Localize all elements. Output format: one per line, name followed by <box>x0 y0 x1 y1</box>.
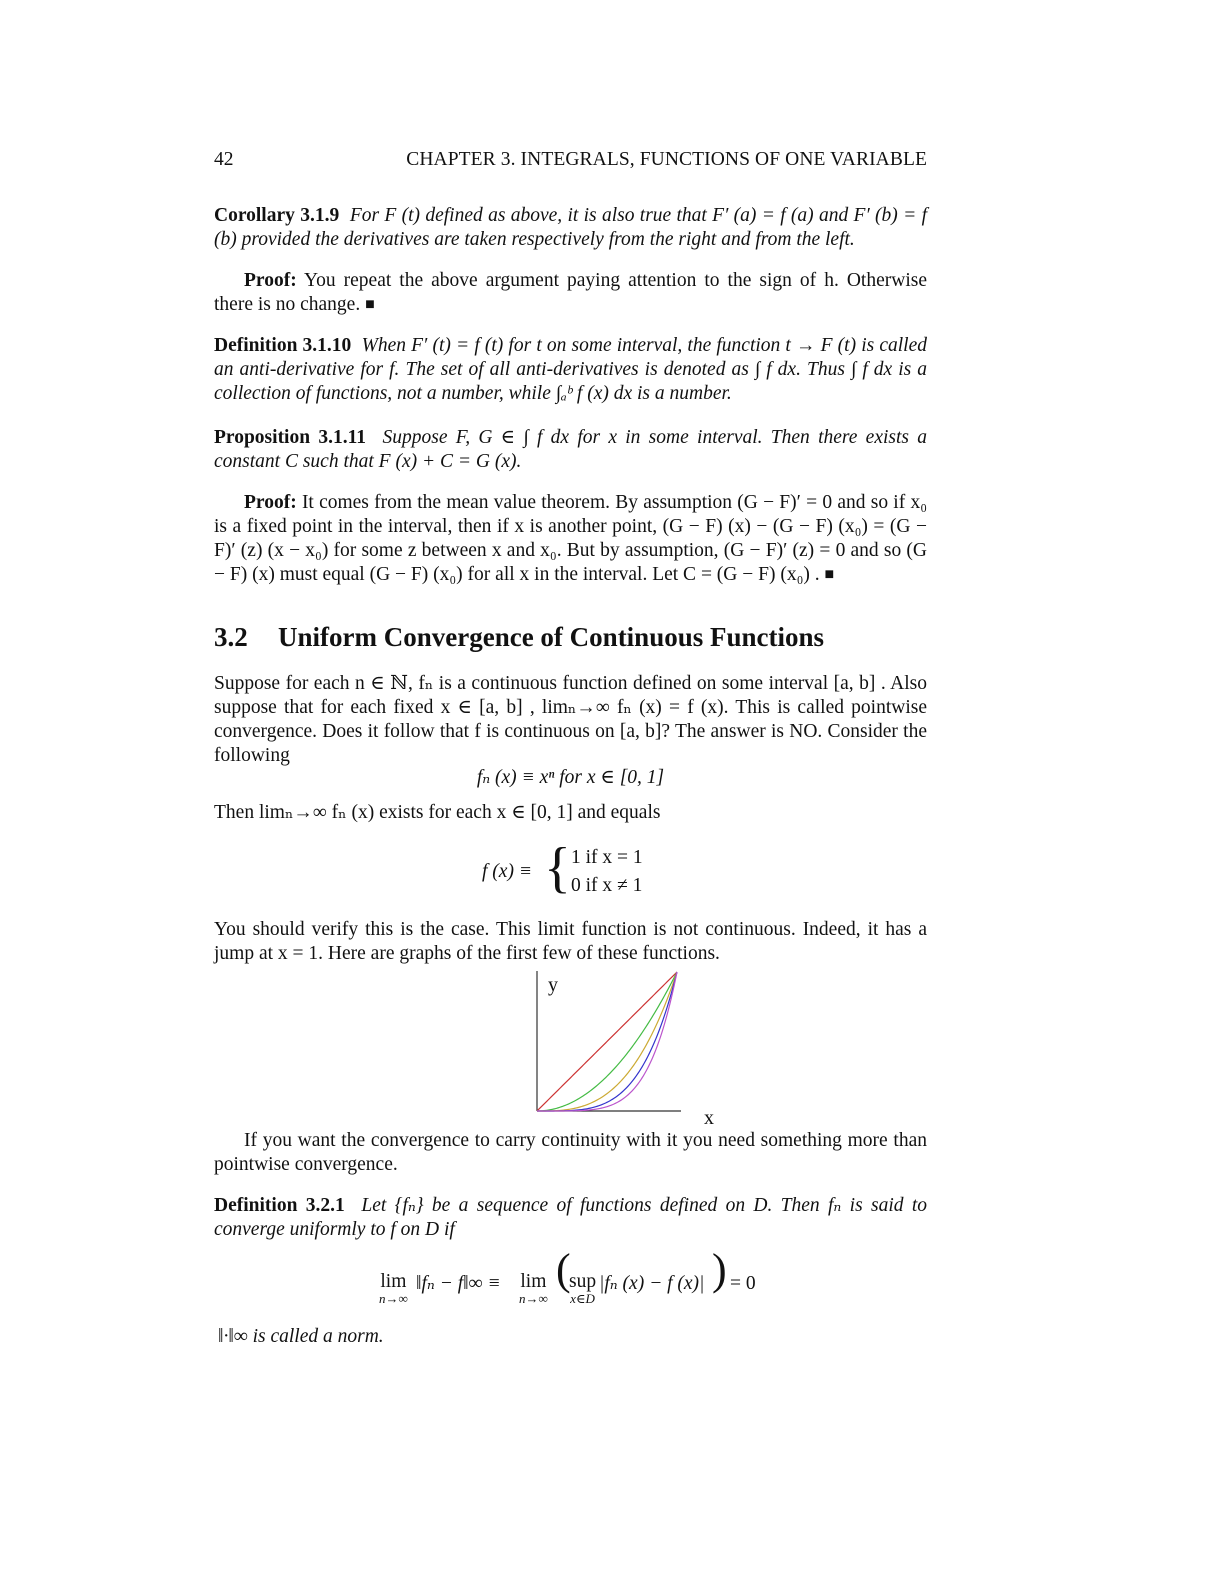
definition-text: Let {fₙ} be a sequence of functions defined on D. Then fₙ is said to converge uniformly to f on D if <box>214 1195 928 1240</box>
proof-label: Proof: <box>244 492 297 513</box>
norm-note <box>218 1325 918 1349</box>
sup-expression: |fₙ (x) − f (x)| <box>599 1273 705 1294</box>
lim-subscript: n→∞ <box>379 1291 408 1306</box>
section-title: Uniform Convergence of Continuous Functions <box>278 622 825 652</box>
section-number: 3.2 <box>214 622 248 652</box>
paragraph-text: Suppose for each n ∈ ℕ, fₙ is a continuous function defined on some interval [a, b] . Also suppose that for each fixed x ∈ [a, b] , limₙ→∞ fₙ (x) = f (x). This is called pointwise convergence. Does it follow that f is continuous on [a, b]? The answer is NO. Consider the following <box>214 673 927 766</box>
qed-square-icon: ■ <box>365 296 375 313</box>
piecewise-case-1: 1 if x = 1 <box>571 847 643 868</box>
left-paren-icon: ( <box>556 1245 571 1294</box>
definition-label: Definition 3.2.1 <box>214 1195 345 1216</box>
paragraph-text: You should verify this is the case. This limit function is not continuous. Indeed, it has a jump at x = 1. Here are graphs of the first few of these functions. <box>214 919 927 964</box>
equation-piecewise <box>482 837 682 902</box>
power-functions-chart <box>524 968 724 1128</box>
equation-uniform-norm <box>379 1245 799 1312</box>
definition-block-2 <box>214 1194 927 1242</box>
proposition-label: Proposition 3.1.11 <box>214 427 367 448</box>
right-paren-icon: ) <box>712 1245 727 1294</box>
proposition-text: Suppose F, G ∈ ∫ f dx for x in some interval. Then there exists a constant C such that F (x) + C = G (x). <box>214 427 928 472</box>
sup-subscript: x∈D <box>570 1291 595 1306</box>
proof-text: You repeat the above argument paying attention to the sign of h. Otherwise there is no change. <box>214 270 927 315</box>
chart-series-group <box>537 972 677 1111</box>
paragraph <box>214 801 927 825</box>
corollary-text: For F (t) defined as above, it is also true that F′ (a) = f (a) and F′ (b) = f (b) provided the derivatives are taken respectively from the right and from the left. <box>214 205 927 250</box>
definition-label: Definition 3.1.10 <box>214 335 352 356</box>
equation-rhs: = 0 <box>730 1273 756 1294</box>
proof-block-1 <box>214 269 927 317</box>
limit-operator <box>519 1272 548 1306</box>
x-axis-label: x <box>704 1107 714 1128</box>
limit-operator <box>379 1272 408 1306</box>
paragraph <box>214 918 927 966</box>
proof-label: Proof: <box>244 270 297 291</box>
sup-operator <box>569 1272 596 1306</box>
y-axis-label: y <box>548 974 558 996</box>
paragraph-text: If you want the convergence to carry continuity with it you need something more than pointwise convergence. <box>214 1130 927 1175</box>
paragraph <box>214 1129 927 1177</box>
proof-block-2 <box>214 491 927 587</box>
series-line-x-pow-1 <box>537 972 677 1111</box>
section-heading <box>214 621 927 653</box>
page-number: 42 <box>214 149 234 170</box>
proposition-block <box>214 426 927 474</box>
paragraph-text: Then limₙ→∞ fₙ (x) exists for each x ∈ [0, 1] and equals <box>214 802 661 823</box>
equation-text: fₙ (x) ≡ xⁿ for x ∈ [0, 1] <box>476 767 665 788</box>
piecewise-case-2: 0 if x ≠ 1 <box>571 875 643 896</box>
left-brace-icon: { <box>544 837 571 899</box>
chapter-title: CHAPTER 3. INTEGRALS, FUNCTIONS OF ONE VARIABLE <box>406 149 927 170</box>
definition-text: When F′ (t) = f (t) for t on some interval, the function t → F (t) is called an anti-derivative for f. The set of all anti-derivatives is denoted as ∫ f dx. Thus ∫ f dx is a collection of functions, not a number, while ∫ₐᵇ f (x) dx is a number. <box>214 335 928 404</box>
norm-note-text: ‖·‖∞ is called a norm. <box>218 1326 384 1347</box>
definition-block-1 <box>214 334 927 406</box>
corollary-block <box>214 204 927 252</box>
lim-text: lim <box>520 1271 547 1292</box>
paragraph <box>214 672 927 768</box>
lim-subscript: n→∞ <box>519 1291 548 1306</box>
running-header <box>214 148 927 172</box>
equation-power <box>214 766 927 790</box>
corollary-label: Corollary 3.1.9 <box>214 205 340 226</box>
sup-text: sup <box>569 1271 597 1292</box>
piecewise-lhs: f (x) ≡ <box>482 861 532 882</box>
norm-expression: ‖fₙ − f‖∞ ≡ <box>416 1273 501 1294</box>
qed-square-icon: ■ <box>824 566 835 583</box>
proof-text: It comes from the mean value theorem. By assumption (G − F)′ = 0 and so if x₀ is a fixed point in the interval, then if x is another point, (G − F) (x) − (G − F) (x₀) = (G − F)′ (z) (x − x₀) for some z between x and x₀. But by assumption, (G − F)′ (z) = 0 and so (G − F) (x) must equal (G − F) (x₀) for all x in the interval. Let C = (G − F) (x₀) . <box>214 492 927 585</box>
lim-text: lim <box>380 1271 407 1292</box>
